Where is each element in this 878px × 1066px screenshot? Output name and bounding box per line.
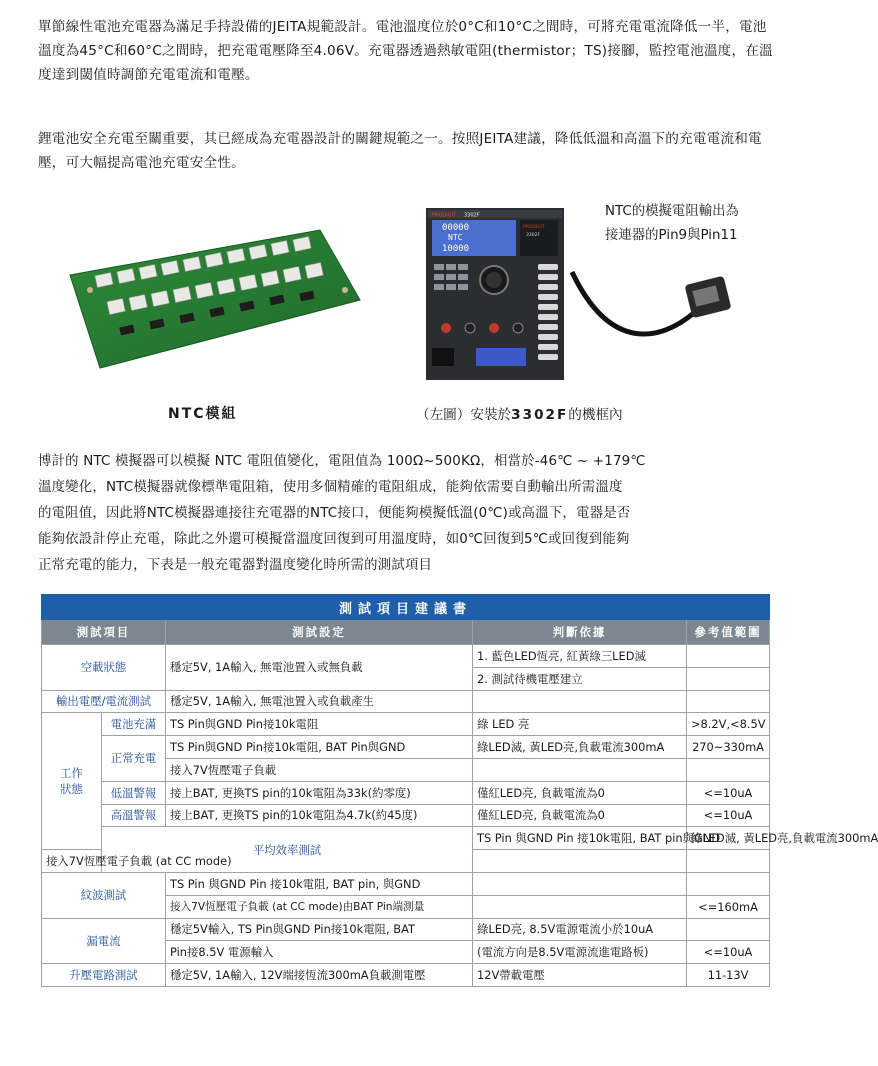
- electronic-load-3302f-photo: [426, 208, 564, 380]
- table-title: 測試項目建議書: [42, 595, 770, 620]
- safety-paragraph: 鋰電池安全充電至關重要，其已經成為充電器設計的關鍵規範之一。按照JEITA建議，降低低溫和高溫下的充電電流和電壓，可大幅提高電池充電安全性。: [38, 131, 762, 171]
- row-subitem: 高溫警報: [102, 804, 166, 827]
- table-row: [42, 736, 770, 759]
- ntc-module-caption: NTC模組: [168, 406, 238, 422]
- ntc-output-caption: [605, 200, 739, 248]
- row-criteria: 綠 LED 亮: [473, 713, 687, 736]
- row-reference: [687, 850, 770, 873]
- row-subitem: 電池充滿: [102, 713, 166, 736]
- row-setting: 接上BAT, 更換TS pin的10k電阻為4.7k(約45度): [166, 804, 473, 827]
- row-setting: TS Pin 與GND Pin 接10k電阻, BAT pin, 與GND: [166, 872, 473, 895]
- row-reference: [687, 872, 770, 895]
- row-criteria: (電流方向是8.5V電源流進電路板): [473, 941, 687, 964]
- row-criteria: 綠LED亮, 8.5V電源電流小於10uA: [473, 918, 687, 941]
- row-reference: <=10uA: [687, 781, 770, 804]
- paragraph-line: 溫度變化，NTC模擬器就像標準電阻箱，使用多個精確的電阻組成，能夠依需要自動輸出所需溫度: [38, 480, 623, 495]
- row-setting: TS Pin與GND Pin接10k電阻: [166, 713, 473, 736]
- svg-text:3302F: 3302F: [464, 212, 480, 219]
- row-subitem: 低溫警報: [102, 781, 166, 804]
- row-criteria: [473, 758, 687, 781]
- header-reference: 參考值範圍: [687, 620, 770, 645]
- svg-text:NTC: NTC: [448, 233, 463, 242]
- table-row: [42, 918, 770, 941]
- table-row: [42, 964, 770, 987]
- paragraph-line: 博計的 NTC 模擬器可以模擬 NTC 電阻值變化，電阻值為 100Ω~500KΩ，相當於-46℃ ~ +179℃: [38, 454, 646, 469]
- row-subitem: 正常充電: [102, 736, 166, 782]
- row-setting: 接入7V恆壓電子負載 (at CC mode)由BAT Pin端測量: [166, 895, 473, 918]
- ntc-caption-line-1: NTC的模擬電阻輸出為: [605, 204, 739, 219]
- svg-text:10000: 10000: [442, 244, 470, 254]
- row-setting: 接入7V恆壓電子負載: [166, 758, 473, 781]
- row-criteria: 12V帶載電壓: [473, 964, 687, 987]
- row-criteria: [473, 850, 687, 873]
- row-reference: <=160mA: [687, 895, 770, 918]
- row-setting: 接入7V恆壓電子負載 (at CC mode): [42, 850, 102, 873]
- row-reference: 270~330mA: [687, 736, 770, 759]
- row-item: 平均效率測試: [102, 827, 473, 873]
- row-setting: 接上BAT, 更換TS pin的10k電阻為33k(約零度): [166, 781, 473, 804]
- table-row: [42, 781, 770, 804]
- table-row: [42, 713, 770, 736]
- row-reference: >8.2V,<8.5V: [687, 713, 770, 736]
- row-criteria: 僅紅LED亮, 負載電流為0: [473, 781, 687, 804]
- row-criteria: [473, 895, 687, 918]
- paragraph-line: 能夠依設計停止充電，除此之外還可模擬當溫度回復到可用溫度時，如0℃回復到5℃或回復到能夠: [38, 532, 630, 547]
- header-criteria: 判斷依據: [473, 620, 687, 645]
- row-setting: TS Pin與GND Pin接10k電阻, BAT Pin與GND: [166, 736, 473, 759]
- row-criteria: 1. 藍色LED恆亮, 紅黃綠三LED滅: [473, 645, 687, 668]
- table-row: [42, 690, 770, 713]
- row-reference: <=10uA: [687, 941, 770, 964]
- row-reference: 11-13V: [687, 964, 770, 987]
- table-row: [42, 804, 770, 827]
- row-criteria: 2. 測試待機電壓建立: [473, 667, 687, 690]
- row-setting: 穩定5V, 1A輸入, 無電池置入或無負載: [166, 645, 473, 691]
- table-row: [42, 827, 770, 850]
- row-reference: [687, 645, 770, 668]
- row-group: 工作狀態: [42, 713, 102, 850]
- test-items-table: [41, 594, 878, 987]
- row-item: 紋波測試: [42, 872, 166, 918]
- header-test-setting: 測試設定: [166, 620, 473, 645]
- header-test-item: 測試項目: [42, 620, 166, 645]
- paragraph-line: 的電阻值，因此將NTC模擬器連接往充電器的NTC接口，便能夠模擬低溫(0℃)或高溫下，電器是否: [38, 506, 631, 521]
- row-criteria: [473, 872, 687, 895]
- svg-text:PRODIGIT: PRODIGIT: [432, 212, 457, 219]
- ntc-simulator-paragraph: [38, 449, 773, 579]
- row-setting: Pin接8.5V 電源輸入: [166, 941, 473, 964]
- paragraph-line: 正常充電的能力，下表是一般充電器對溫度變化時所需的測試項目: [38, 558, 433, 573]
- row-setting: TS Pin 與GND Pin 接10k電阻, BAT pin與GND: [473, 827, 687, 850]
- table-row: [42, 645, 770, 668]
- row-item: 升壓電路測試: [42, 964, 166, 987]
- row-criteria: 僅紅LED亮, 負載電流為0: [473, 804, 687, 827]
- svg-text:00000: 00000: [442, 223, 470, 233]
- intro-paragraph: 單節線性電池充電器為滿足手持設備的JEITA規範設計。電池溫度位於0°C和10°C之間時，可將充電電流降低一半，電池溫度為45°C和60°C之間時，把充電電壓降至4.06V。充電器透過熱敏電阻(thermistor；TS)接腳，監控電池溫度，在溫度達到閾值時調節充電電流和電壓。: [38, 19, 773, 83]
- row-setting: 穩定5V輸入, TS Pin與GND Pin接10k電阻, BAT: [166, 918, 473, 941]
- row-criteria: [473, 690, 687, 713]
- row-criteria: 綠LED滅, 黃LED亮,負載電流300mA: [473, 736, 687, 759]
- row-item: 輸出電壓/電流測試: [42, 690, 166, 713]
- installed-caption: （左圖）安裝於3302F的機框內: [416, 407, 623, 423]
- row-reference: [687, 690, 770, 713]
- row-item: 漏電流: [42, 918, 166, 964]
- ntc-module-pcb-photo: [60, 230, 365, 368]
- row-criteria: 綠LED滅, 黃LED亮,負載電流300mA: [687, 827, 770, 850]
- svg-text:PRODIGIT: PRODIGIT: [523, 225, 545, 230]
- db9-cable-photo: [570, 262, 740, 362]
- row-reference: [687, 667, 770, 690]
- table-row: [42, 872, 770, 895]
- row-setting: 穩定5V, 1A輸入, 12V端接恆流300mA負載測電壓: [166, 964, 473, 987]
- ntc-caption-line-2: 接連器的Pin9與Pin11: [605, 228, 738, 243]
- svg-text:3302F: 3302F: [526, 233, 541, 238]
- row-reference: [687, 758, 770, 781]
- row-reference: [687, 918, 770, 941]
- row-reference: <=10uA: [687, 804, 770, 827]
- row-setting: 穩定5V, 1A輸入, 無電池置入或負載產生: [166, 690, 473, 713]
- row-item: 空載狀態: [42, 645, 166, 691]
